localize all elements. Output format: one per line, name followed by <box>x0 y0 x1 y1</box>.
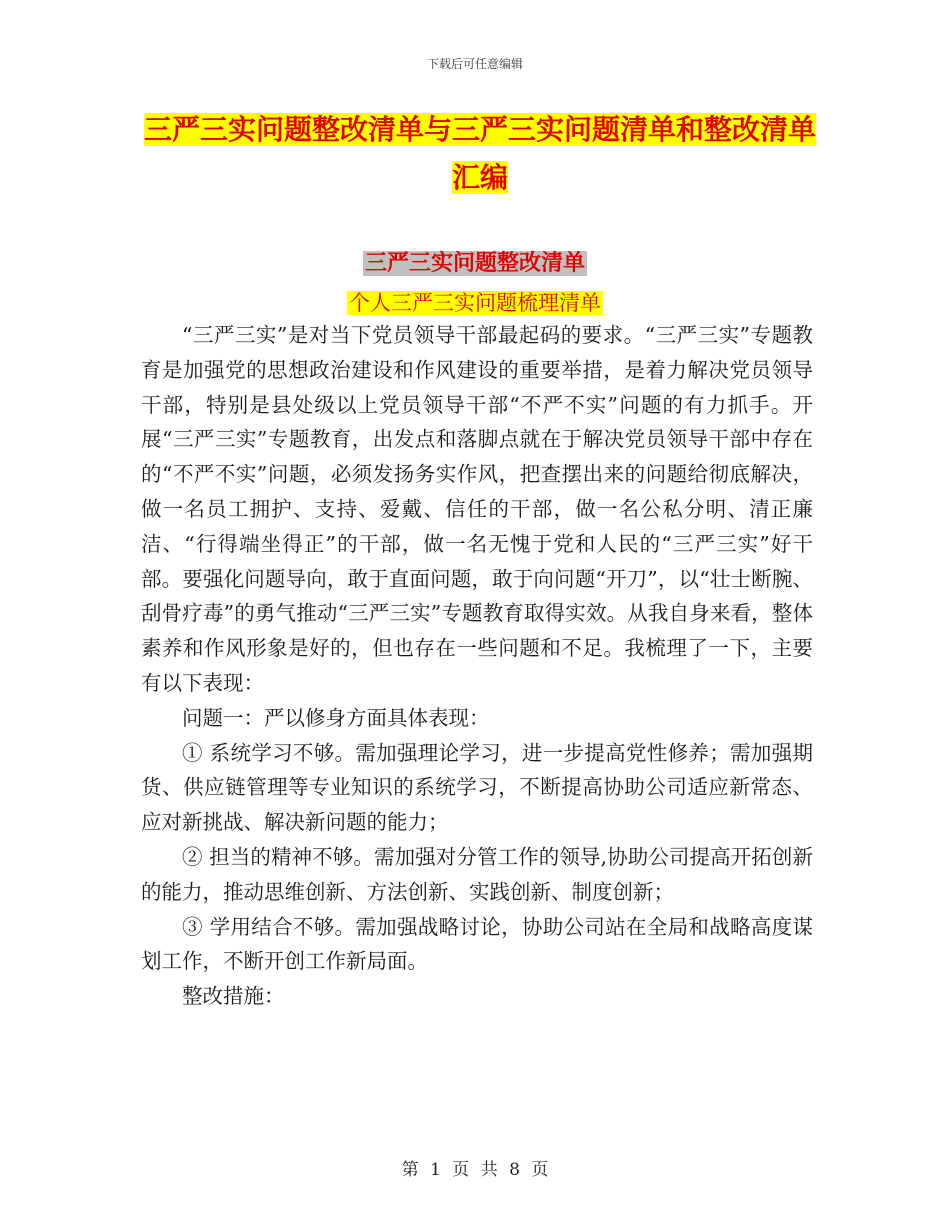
paragraph-measures: 整改措施： <box>182 984 285 1009</box>
document-title-text: 三严三实问题整改清单与三严三实问题清单和整改清单汇编 <box>143 113 816 194</box>
paragraph-item-2: ② 担当的精神不够。需加强对分管工作的领导,协助公司提高开拓创新的能力，推动思维创新、方法创新、实践创新、制度创新； <box>141 844 813 904</box>
paragraph-item-3: ③ 学用结合不够。需加强战略讨论，协助公司站在全局和战略高度谋划工作，不断开创工作新局面。 <box>141 914 813 974</box>
sub-title <box>0 287 950 317</box>
paragraph-problem-one: 问题一：严以修身方面具体表现： <box>182 705 490 730</box>
header-note: 下载后可任意编辑 <box>426 57 523 71</box>
document-title <box>140 106 820 202</box>
section-title <box>0 246 950 277</box>
section-title-text: 三严三实问题整改清单 <box>364 251 585 276</box>
paragraph-intro: “三严三实”是对当下党员领导干部最起码的要求。“三严三实”专题教育是加强党的思想政治建设和作风建设的重要举措，是着力解决党员领导干部，特别是县处级以上党员领导干部“不严不实”问题的有力抓手。开展“三严三实”专题教育，出发点和落脚点就在于解决党员领导干部中存在的“不严不实”问题，必须发扬务实作风，把查摆出来的问题给彻底解决，做一名员工拥护、支持、爱戴、信任的干部，做一名公私分明、清正廉洁、“行得端坐得正”的干部，做一名无愧于党和人民的“三严三实”好干部。要强化问题导向，敢于直面问题，敢于向问题“开刀”，以“壮士断腕、刮骨疗毒”的勇气推动“三严三实”专题教育取得实效。从我自身来看，整体素养和作风形象是好的，但也存在一些问题和不足。我梳理了一下，主要有以下表现： <box>141 323 813 695</box>
page-footer: 第 1 页 共 8 页 <box>401 1160 549 1180</box>
sub-title-text: 个人三严三实问题梳理清单 <box>349 291 601 315</box>
paragraph-item-1: ① 系统学习不够。需加强理论学习，进一步提高党性修养；需加强期货、供应链管理等专业知识的系统学习，不断提高协助公司适应新常态、应对新挑战、解决新问题的能力； <box>141 740 813 835</box>
document-body <box>141 318 813 1014</box>
